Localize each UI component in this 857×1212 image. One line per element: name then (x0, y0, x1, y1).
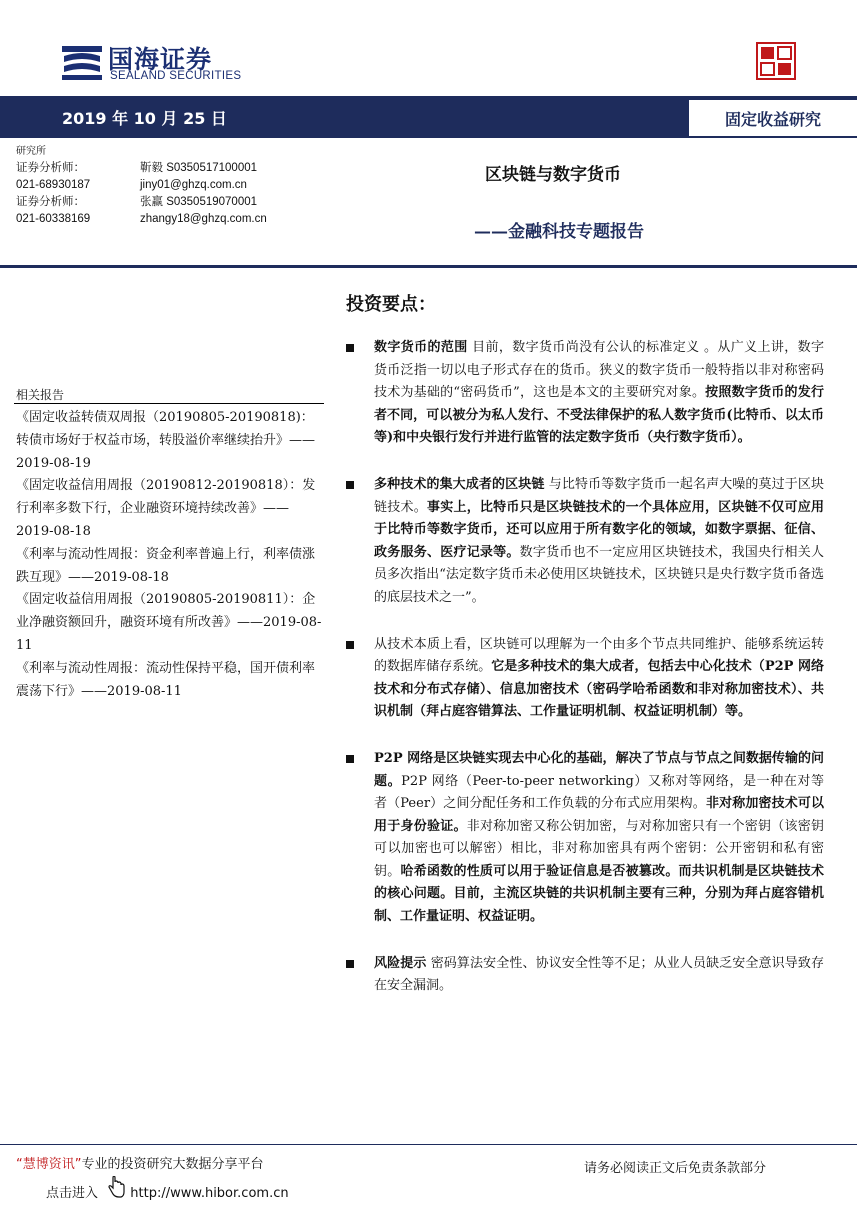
header-divider (0, 265, 857, 268)
logo-english-name: SEALAND SECURITIES (110, 70, 242, 82)
analyst-row: 021-60338169 zhangy18@ghzq.com.cn (16, 211, 267, 228)
promo-text: 专业的投资研究大数据分享平台 (81, 1157, 264, 1172)
related-reports-heading: 相关报告 (16, 388, 65, 402)
promo-brand[interactable]: “慧博资讯” (16, 1157, 82, 1172)
hibor-link[interactable]: http://www.hibor.com.cn (130, 1186, 289, 1201)
analyst-row: 021-68930187 jiny01@ghzq.com.cn (16, 177, 267, 194)
square-bullet-icon (346, 641, 354, 649)
related-report-link[interactable]: 《利率与流动性周报：流动性保持平稳，国开债利率震荡下行》——2019-08-11 (16, 660, 316, 699)
related-report-link[interactable]: 《利率与流动性周报：资金利率普遍上行，利率债涨跌互现》——2019-08-18 (16, 546, 316, 585)
investment-point: P2P 网络是区块链实现去中心化的基础，解决了节点与节点之间数据传输的问题。P2P 网络（Peer-to-peer networking）又称对等网络，是一种在对等者（Peer）之间分配任务和工作负载的分布式应用架构。非对称加密技术可以用于身份验证。非对称加密又称公钥加密，与对称加密只有一个密钥（该密钥可以加密也可以解密）相比，非对称加密具有两个密钥：公开密钥和私有密钥。哈希函数的性质可以用于验证信息是否被篡改。而共识机制是区块链技术的核心问题。目前，主流区块链的共识机制主要有三种，分别为拜占庭容错机制、工作量证明、权益证明。 (346, 748, 824, 929)
research-seal-icon (756, 42, 796, 80)
square-bullet-icon (346, 755, 354, 763)
footer-divider (0, 1144, 857, 1145)
analyst-row: 证券分析师： 张赢 S0350519070001 (16, 196, 258, 208)
related-divider (14, 403, 324, 404)
investment-point: 多种技术的集大成者的区块链 与比特币等数字货币一起名声大噪的莫过于区块链技术。事实上，比特币只是区块链技术的一个具体应用，区块链不仅可应用于比特币等数字货币，还可以应用于所有数字化的领域，如数字票据、征信、政务服务、医疗记录等。数字货币也不一定应用区块链技术，我国央行相关人员多次指出“法定数字货币未必使用区块链技术，区块链只是央行数字货币备选的底层技术之一”。 (346, 474, 824, 610)
link-prefix: 点击进入 (46, 1186, 99, 1201)
related-reports-list (16, 407, 322, 703)
report-category: 固定收益研究 (689, 100, 857, 136)
analyst-row: 证券分析师： 靳毅 S0350517100001 (16, 162, 258, 174)
report-date: 2019 年 10 月 25 日 (62, 109, 227, 128)
related-report-link[interactable]: 《固定收益信用周报（20190812-20190818）：发行利率多数下行，企业融资环境持续改善》——2019-08-18 (16, 478, 316, 539)
sealand-logo-icon (60, 42, 104, 82)
pointing-hand-icon (106, 1176, 126, 1198)
logo-chinese-name: 国海证券 (108, 45, 213, 74)
org-label: 研究所 (16, 146, 46, 157)
square-bullet-icon (346, 481, 354, 489)
investment-point: 风险提示 密码算法安全性、协议安全性等不足；从业人员缺乏安全意识导致存在安全漏洞。 (346, 953, 824, 998)
square-bullet-icon (346, 960, 354, 968)
related-report-link[interactable]: 《固定收益转债双周报（20190805-20190818)：转债市场好于权益市场，转股溢价率继续抬升》——2019-08-19 (16, 410, 316, 471)
analyst-block (16, 143, 267, 228)
footer-promo (16, 1153, 264, 1172)
investment-point: 数字货币的范围 目前，数字货币尚没有公认的标准定义 。从广义上讲，数字货币泛指一切以电子形式存在的货币。狭义的数字货币一般特指以非对称密码技术为基础的“密码货币”，这也是本文的主要研究对象。按照数字货币的发行者不同，可以被分为私人发行、不受法律保护的私人数字货币(比特币、以太币等)和中央银行发行并进行监管的法定数字货币（央行数字货币）。 (346, 337, 824, 450)
square-bullet-icon (346, 344, 354, 352)
investment-points (346, 337, 824, 1022)
report-title: 区块链与数字货币 (485, 165, 621, 185)
analyst-email[interactable]: jiny01@ghzq.com.cn (140, 179, 247, 191)
report-subtitle: ——金融科技专题报告 (474, 222, 644, 242)
investment-point: 从技术本质上看，区块链可以理解为一个由多个节点共同维护、能够系统运转的数据库储存系统。它是多种技术的集大成者，包括去中心化技术（P2P 网络技术和分布式存储）、信息加密技术（密码学哈希函数和非对称加密技术）、共识机制（拜占庭容错算法、工作量证明机制、权益证明机制）等。 (346, 634, 824, 724)
related-report-link[interactable]: 《固定收益信用周报（20190805-20190811）：企业净融资额回升，融资环境有所改善》——2019-08-11 (16, 592, 322, 653)
disclaimer-note: 请务必阅读正文后免责条款部分 (584, 1161, 767, 1176)
footer-link (46, 1182, 289, 1201)
analyst-email[interactable]: zhangy18@ghzq.com.cn (140, 213, 267, 225)
investment-points-heading: 投资要点： (346, 294, 436, 315)
